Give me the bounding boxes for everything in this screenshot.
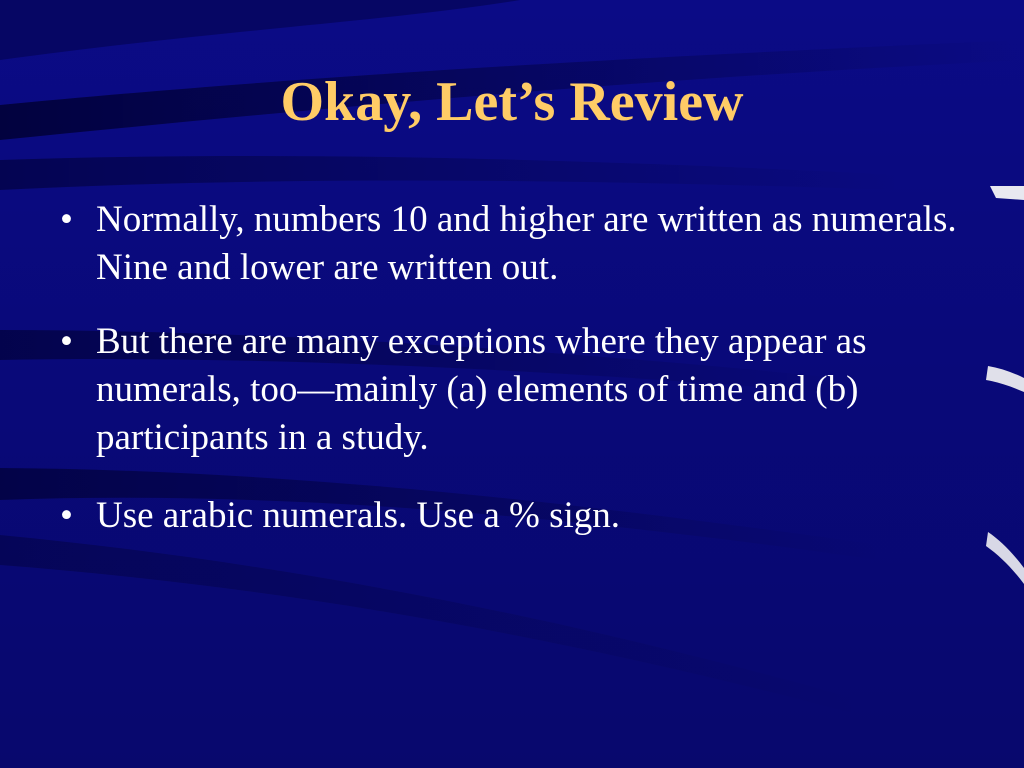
bullet-text: But there are many exceptions where they appear as numerals, too—mainly (a) elements of time and (b) participants in a study.: [96, 321, 867, 458]
swoosh-band: [0, 156, 900, 190]
bullet-marker: •: [60, 495, 73, 536]
swoosh-band: [0, 0, 520, 60]
edge-accent: [986, 532, 1024, 584]
bullet-item: [60, 492, 960, 540]
slide-title: Okay, Let’s Review: [280, 71, 744, 133]
bullet-item: [60, 196, 960, 292]
edge-accent: [990, 186, 1024, 200]
bullet-list: [60, 196, 960, 566]
bullet-marker: •: [60, 321, 73, 362]
bullet-item: [60, 318, 960, 462]
bullet-text: Use arabic numerals. Use a % sign.: [96, 495, 620, 536]
bullet-text: Normally, numbers 10 and higher are written as numerals. Nine and lower are written out.: [96, 199, 957, 288]
edge-accent: [986, 366, 1024, 392]
bullet-marker: •: [60, 199, 73, 240]
